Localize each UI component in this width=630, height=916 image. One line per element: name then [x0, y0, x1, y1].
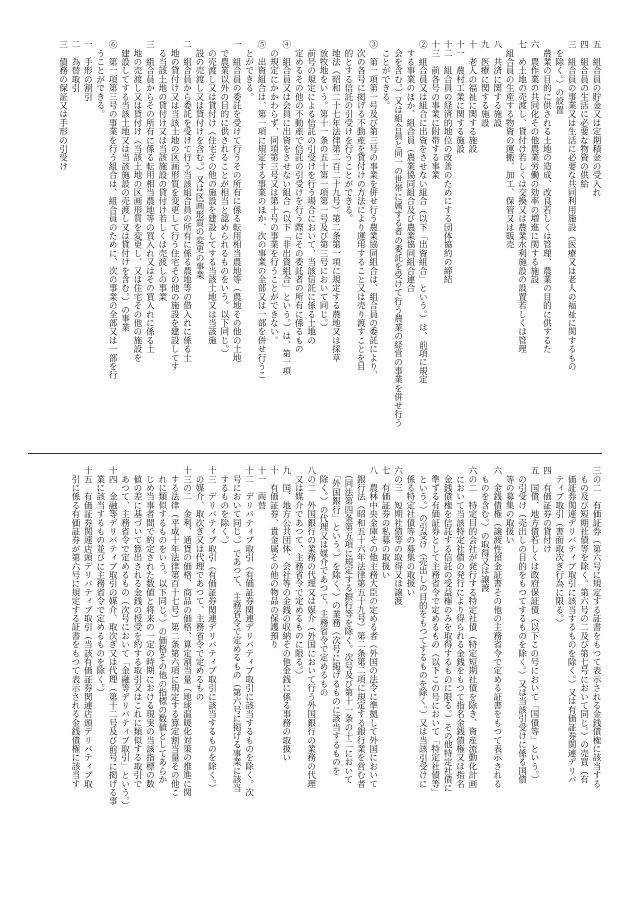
- text-line: の規定にかかわらず、同項第三号又は第十号の事業を行うことができない。: [268, 40, 279, 345]
- text-line: ティブ取引（書面取次ぎ行為に限る。）: [553, 466, 564, 627]
- text-line: する事業のほか、組合員（農業協同組合及び農業協同組合連合: [404, 40, 415, 293]
- text-line: 農業の目的に供される土地の造成、改良若しくは管理、農業の目的に供するた: [541, 40, 552, 354]
- text-line: 一 組合員の委託を受けて行うその所有に係る転用相当農地等（農地その他の土地: [231, 40, 242, 362]
- text-line: 十五 有価証券関連店頭デリバティブ取引（当該有価証券関連店頭デリバティブ取: [82, 466, 93, 788]
- text-line: の媒介、取次ぎ又は代理であつて、主務省令で定めるもの: [194, 466, 204, 701]
- text-line: 金銭債権を信託する信託の受益権のみを取得するものに限る。）その他特定社債に: [442, 466, 453, 793]
- text-line: じめ当事者間で約定された数値と将来の一定の時期における現実の当該指標の数: [144, 466, 155, 788]
- text-line: 係る特定社債等の募集の取扱い: [404, 466, 415, 597]
- text-line: 建設してする当該土地又は当該施設の売渡し又は貸付けを含む。）の事業: [119, 40, 130, 332]
- text-line: の売渡し又は貸付け（住宅その他の施設を建設してする当該土地又は当該施: [206, 40, 217, 345]
- text-line: 三 組合員からその所有に係る転用相当農地等の買入れ又はその買入れに係る土: [144, 40, 155, 354]
- text-line: とができる。: [243, 40, 254, 101]
- text-line: を除く。）の設置: [553, 40, 564, 114]
- text-line: 二 為替取引: [69, 40, 80, 93]
- text-line: 準ずる有価証券として主務省令で定めるもの（以下この号において「特定社債等」: [429, 466, 440, 797]
- text-line: 前号の規定による信託の引受けを行う場合において、当該信託に係る土地の: [305, 40, 316, 345]
- text-line: ⑤ 出資組合は、第一項に規定する事業のほか、次の事業の全部又は一部を併せ行うこ: [256, 40, 267, 380]
- text-line: 組合員の生産する物資の運搬、加工、保管又は販売: [504, 40, 515, 249]
- text-line: うことができる。: [94, 40, 105, 119]
- text-line: 地の貸付け又は当該土地の区画形質を変更して行う住宅その他の施設を建設してす: [169, 40, 180, 371]
- text-line: 四 組合員の生活に必要な物資の供給: [578, 40, 589, 188]
- text-line: において当該特定社債の発行により得られる金銭をもつて指名金銭債権又は指名: [454, 466, 465, 788]
- text-line: 地の売渡し又は貸付け（当該土地の区画形質を変更し、又は住宅その他の施設を: [131, 40, 142, 362]
- text-line: ② 組合員又は組合に出資をさせない組合（以下「出資組合」という。）は、前項に規定: [417, 40, 428, 384]
- text-line: 的とする信託の引受けを行うことができる。: [342, 40, 353, 223]
- section-divider: [28, 453, 602, 454]
- text-line: 十 有価証券、貴金属その他の物品の保護預り: [268, 466, 279, 649]
- text-line: 十 老人の福祉に関する施設: [466, 40, 477, 154]
- text-line: 三の二 有価証券（第六号に規定する証書をもつて表示される金銭債権に該当する: [591, 466, 601, 788]
- text-line: ④ 組合員又は会員に出資をさせない組合（以下「非出資組合」という。）は、第一項: [280, 40, 291, 375]
- text-line: 六の三 短期社債等の取得又は譲渡: [392, 466, 403, 606]
- text-line: の引受け（売出しの目的をもつてするものを除く。）又は当該引受けに係る国債: [516, 466, 527, 784]
- text-line: 「外国銀行」という。）を除く。）の業務（次号に掲げるものに該当するものを: [330, 466, 341, 775]
- text-line: ③ 第一項第一号及び第三号の事業を併せ行う農業協同組合は、組合員の委託により、: [367, 40, 378, 380]
- text-line: する法律（平成十年法律第百十七号）第二条第六項に規定する算定割当量その他こ: [169, 466, 180, 797]
- text-line: 五 国債、地方債若しくは政府保証債（以下この号において「国債等」という。）: [528, 466, 539, 784]
- text-line: 十二 組合員の経済的地位の改善のためにする団体協約の締結: [442, 40, 453, 284]
- text-line: 三 債務の保証又は手形の引受け: [57, 40, 68, 171]
- text-line: 十三 前各号の事業に附帯する事業: [429, 40, 440, 180]
- text-line: 会を含む。）又は組合員と同一の世帯に属する者の委託を受けて行う農業の経営の事業を併せ行う: [392, 40, 403, 428]
- upper-vertical-text: [28, 40, 602, 444]
- text-line: するものを除く。）: [218, 466, 229, 549]
- text-line: 八 共済に関する施設: [491, 40, 502, 127]
- text-line: 六 農作業の共同化その他農業労働の効率の増進に関する施設: [528, 40, 539, 284]
- text-line: 十三 デリバティブ取引（有価証券関連デリバティブ取引に該当するものを除く。）: [206, 466, 217, 793]
- text-line: 銀行法（昭和五十六年法律第五十九号）第二条第二項に規定する銀行業を営む者: [355, 466, 366, 788]
- text-line: 九 国、地方公共団体、会社等の金銭の収納その他金銭に係る事務の取扱い: [280, 466, 291, 762]
- text-line: 放牧地をいう。第十一条の五十第一項第一号及び第三号において同じ。）: [318, 40, 329, 332]
- text-line: 価証券関連デリバティブ取引に該当するものを除く。）又は有価証券関連デリバ: [566, 466, 577, 784]
- text-line: 十一 両替: [256, 466, 267, 510]
- text-line: あつて、主務省令で定めるもの（次号において「金融等デリバティブ取引」という。）: [119, 466, 130, 810]
- text-line: 十一 農村工業に関する施設: [454, 40, 465, 154]
- text-line: ことができる。: [380, 40, 391, 110]
- text-line: という。）の引受け（売出しの目的をもつてするものを除く。）又は当該引受けに: [417, 466, 428, 788]
- text-line: で農業以外の目的に供されることが相当と認められるものをいう。以下同じ。）: [218, 40, 229, 358]
- lower-vertical-text: [28, 466, 602, 874]
- text-line: 十四 金融等デリバティブ取引の媒介、取次ぎ又は代理（第十二号及び前号に掲げる事: [107, 466, 118, 806]
- text-line: ものを含む。）の取得又は譲渡: [479, 466, 490, 593]
- text-line: 値の差に基づいて算出される金銭の授受を約する取引又はこれに類似する取引で: [131, 466, 142, 788]
- text-line: 等の募集の取扱い: [504, 466, 515, 545]
- text-line: 一 手形の割引: [82, 40, 93, 101]
- text-line: もの及び短期社債等を除く。第六号の二及び第七号において同じ。）の売買（有: [578, 466, 589, 784]
- text-line: （同法第四条第五項に規定する銀行等を除く。次号及び第十一条の十二において: [342, 466, 353, 784]
- text-line: 三 組合員の事業又は生活に必要な共同利用施設（医療又は老人の福祉に関するもの: [566, 40, 577, 371]
- text-line: 六の二 特定目的会社が発行する特定社債（特定短期社債を除き、資産流動化計画: [466, 466, 477, 788]
- text-line: 六 金銭債権（譲渡性預金証書その他の主務省令で定める証書をもつて表示される: [491, 466, 502, 788]
- text-line: 定めるその他の不動産で信託の引受けを行う際にその委託者の所有に係るもの: [293, 40, 304, 354]
- text-line: 地法（昭和二十七年法律第二百二十九号）第二条第一項に規定する農地又は採草: [330, 40, 341, 362]
- text-line: 八の二 外国銀行の業務の代理又は媒介（外国において行う外国銀行の業務の代理: [305, 466, 316, 788]
- text-line: 引に係る有価証券が第六号に規定する証書をもつて表示される金銭債権に該当す: [69, 466, 80, 788]
- text-line: ⑥ 第一項第三号の事業を行う組合は、組合員のために、次の事業の全部又は一部を行: [107, 40, 118, 380]
- text-line: 次の各号に掲げる不動産を貸付けの方法により運用すること又は売り渡すことを目: [355, 40, 366, 371]
- text-line: 十三の二 金利、通貨の価格、商品の価格、算定割当量（地球温暖化対策の推進に関: [181, 466, 192, 797]
- text-line: 又は媒介であつて、主務省令で定めるものに限る。）: [293, 466, 304, 680]
- text-line: 除く。）の代理又は媒介であつて、主務省令で定めるもの: [318, 466, 329, 697]
- text-line: 四 有価証券の貸付け: [541, 466, 552, 553]
- text-line: 七 有価証券の私募の取扱い: [380, 466, 391, 580]
- text-line: 業に該当するもの並びに主務省令で定めるものを除く。）: [94, 466, 105, 697]
- text-line: 八 農林中央金庫その他主務大臣の定める者（外国の法令に準拠して外国において: [367, 466, 378, 788]
- text-line: 十二 デリバティブ取引（有価証券関連デリバティブ取引に該当するものを除く。次: [243, 466, 254, 797]
- text-line: 七 め土地の売渡し、貸付け若しくは交換又は農業水利施設の設置若しくは管理: [516, 40, 527, 354]
- text-line: れに類似するものをいう。以下同じ。）の価格その他の指標の数値としてあらか: [156, 466, 167, 784]
- upper-text-block: [28, 40, 602, 444]
- text-line: る当該土地の貸付け又は当該施設の貸付け若しくは売渡しの事業: [156, 40, 167, 301]
- text-line: 五 組合員の貯金又は定期積金の受入れ: [591, 40, 601, 197]
- text-line: 二 組合員から委託を受けて行う当該組合員の所有に係る農地等の借入れに係る土: [181, 40, 192, 362]
- text-line: 九 医療に関する施設: [479, 40, 490, 127]
- text-line: 号において同じ。）であつて、主務省令で定めるもの（第六号に掲げる事業に該当: [231, 466, 242, 793]
- text-line: 設の売渡し又は貸付けを含む。）又は区画形質の変更の事業: [194, 40, 204, 280]
- lower-text-block: [28, 466, 602, 874]
